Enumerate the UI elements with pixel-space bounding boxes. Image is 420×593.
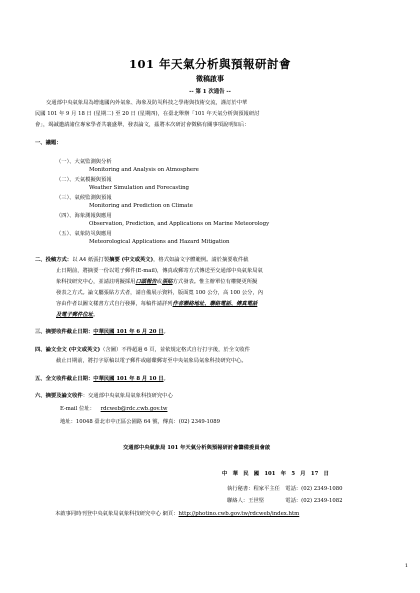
topic-2-zh: 天氣模擬與預報 [74,177,112,183]
section-2-line-1 [35,257,248,264]
section-4-line-1 [35,347,250,354]
secretary-line: 執行秘書：程家平主任 電話：(02) 2349-1080 [227,486,343,492]
page-title: 101 年天氣分析與預報研討會 [128,57,291,71]
topic-5-en: Meteorological Applications and Hazard Mitigation [89,239,230,245]
email-line [60,406,167,413]
topic-4-zh: 海象測報與應用 [74,213,112,219]
topic-2 [56,177,112,184]
section-5 [35,376,169,383]
section-1-label: 一、議題： [35,140,62,146]
email-link[interactable]: rdcweb@rdc.cwb.gov.tw [100,406,168,412]
topic-5-num: （五）、 [56,231,75,237]
section-5-label: 五、全文收件截止日期： [35,376,94,382]
topic-5 [56,231,112,238]
sec2-l3-a: 象科技研究中心，並請註明擬採用 [56,279,136,285]
topic-3-en: Monitoring and Prediction on Climate [89,203,193,209]
topic-4-en: Observation, Prediction, and Applications on Marine Meteorology [89,221,270,227]
intro-line-1: 交通部中央氣象局為增進國內外氣象、海象及防災科技之學術與技術交流，謹訂於中華 [46,100,248,106]
topic-1-num: （一）、 [56,159,75,165]
section-6 [35,393,173,400]
topic-3-num: （三）、 [56,195,75,201]
email-label: E-mail 位址： [60,406,95,412]
section-2-line-2: 止日期前，將摘要一份以電子郵件(E-mail)，傳真或郵寄方式傳送至交通部中央氣象局氣 [56,268,263,274]
topic-1 [56,159,112,166]
section-3-label: 三、摘要收件截止日期： [35,329,94,335]
page-number: 1 [404,563,408,569]
notice-label: -- 第 1 次通告 -- [189,89,231,95]
sec2-l3-e: 方式發表。惟主辦單位有權變更所擬 [172,279,258,285]
organizer-line: 交通部中央氣象局 101 年天氣分析與預報研討會籌備委員會啟 [123,445,271,451]
section-4-line-2: 截止日期前，將打字原稿以電子郵件或磁碟郵寄至中央氣象局氣象科技研究中心。 [56,358,247,364]
sec2-l3-c: 或 [156,279,162,285]
section-4-label: 四、論文全文 (中文或英文) [35,347,101,353]
section-2-label: 二、投稿方式： [35,257,73,263]
footer-url-link[interactable]: http://photino.cwb.gov.tw/rdcweb/index.htm [178,511,300,517]
oral-report-label: 口頭報告 [135,279,157,285]
section-2-line-6 [56,312,98,319]
sec2-text-c: ，格式如論文字體範例。請於摘要收件截 [153,257,249,263]
sec6-text: ：交通部中央氣象局氣象科技研究中心 [82,393,173,399]
section-2-line-3 [56,279,257,286]
sec4-l1: （含圖）不得超過 6 頁，並依規定格式自行打字後，於全文收件 [100,347,250,353]
topic-2-num: （二）、 [56,177,75,183]
poster-label: 張貼 [161,279,173,285]
sec3-end: 。 [163,329,169,335]
intro-line-2: 民國 101 年 9 月 18 日 (星期二) 至 20 日 (星期四)，在臺北舉辦「101 年天氣分析與預報研討 [35,111,260,117]
topic-3-zh: 氣候監測與預報 [74,195,112,201]
sec2-abstract-label: 摘要 (中文或英文) [109,257,154,263]
topic-1-en: Monitoring and Analysis on Atmosphere [89,167,199,173]
topic-2-en: Weather Simulation and Forecasting [89,185,190,191]
page-subtitle: 徵稿啟事 [196,74,224,83]
abstract-deadline: 中華民國 101 年 6 月 20 日 [93,329,164,335]
fulltext-deadline: 中華民國 101 年 8 月 10 日 [93,376,164,382]
intro-line-3: 會」，竭誠邀請諸位專家學者共襄盛舉，發表論文，茲將本次研討會徵稿有關事項說明如后： [35,122,250,128]
email-address-label: 及電子郵件位址 [56,312,94,318]
section-2-line-5 [56,301,257,308]
topic-5-zh: 氣象防災與應用 [74,231,112,237]
topic-4-num: （四）、 [56,213,75,219]
topic-4 [56,213,112,220]
sec2-l5-a: 容由作者以圖文樣書方式自行發揮，每稿件請詳列 [56,301,173,307]
author-contact-label: 作者聯絡地址、聯絡電話、傳真電話 [172,301,258,307]
address-line: 地址：10048 臺北市中正區公園路 64 號，傳真：(02) 2349-1089 [60,419,220,425]
sec2-l6-end: 。 [93,312,99,318]
issue-date: 中 華 民 國 101 年 5 月 17 日 [222,471,329,477]
footer-text: 本啟事同時刊登中央氣象局氣象科技研究中心 網頁： [55,511,179,517]
contact-line: 聯絡人：王世堅 電話：(02) 2349-1082 [227,498,343,504]
sec5-end: 。 [163,376,169,382]
sec2-text-a: 以 A4 紙張打製 [72,257,110,263]
section-6-label: 六、摘要及論文收件 [35,393,83,399]
footer-line [55,511,299,518]
section-3 [35,329,169,336]
topic-3 [56,195,112,202]
section-2-line-4: 發表之方式。論文屬張貼方式者，請自備展示資料，版面寬 100 公分，高 100 公分，內 [56,290,264,296]
topic-1-zh: 大氣監測與分析 [74,159,112,165]
